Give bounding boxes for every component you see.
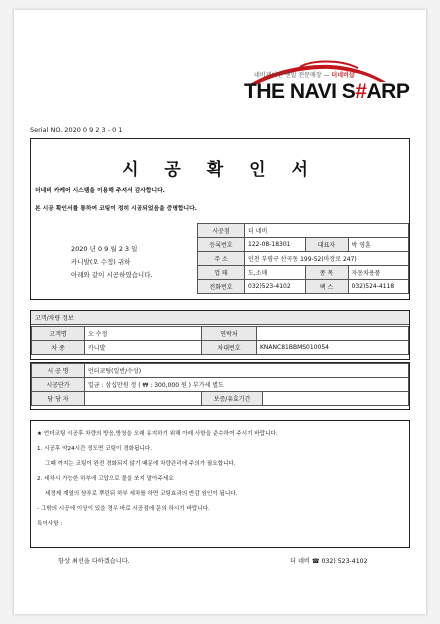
table-row	[198, 252, 409, 266]
customer-name-value: 오 수정	[85, 327, 202, 341]
contact-value	[257, 327, 409, 341]
statement-text: 아래와 같이 시공하였습니다.	[71, 271, 153, 279]
business-type-label: 업 태	[198, 266, 245, 280]
shop-name: 더 네비	[245, 224, 409, 238]
table-row	[32, 378, 409, 392]
price-value: 일금 : 삼십만원 정 ( ₩ : 300,000 원 ) 부가세 별도	[85, 378, 409, 392]
work-table	[31, 363, 409, 406]
date-block	[71, 243, 153, 282]
business-type-value: 도,소매	[245, 266, 306, 280]
table-row	[32, 364, 409, 378]
fax-label: 팩 스	[305, 280, 348, 294]
care-notes	[37, 427, 278, 532]
ceo-label: 대표자	[305, 238, 348, 252]
table-row	[198, 224, 409, 238]
business-item-label: 종 목	[305, 266, 348, 280]
fax-value: 032)524-4118	[348, 280, 409, 294]
table-row	[32, 341, 409, 355]
warranty-label: 보증/유효기간	[202, 392, 263, 406]
work-name-value: 언더코팅(일반/수성)	[85, 364, 409, 378]
vin-value: KNANC81BBMS010054	[257, 341, 409, 355]
notes-box	[30, 420, 410, 548]
issue-date: 2020 년 0 9 월 2 3 일	[71, 245, 138, 253]
contact-label: 연락처	[202, 327, 257, 341]
reg-label: 등록번호	[198, 238, 245, 252]
address-label: 주 소	[198, 252, 245, 266]
ceo-name: 박 영훈	[348, 238, 409, 252]
customer-greeting: 카니발(오 수정) 귀하	[71, 258, 131, 266]
table-row	[198, 238, 409, 252]
warranty-value	[263, 392, 409, 406]
note-line: - 그밖의 시공에 이상이 있을 경우 바로 시공점에 문의 하시기 바랍니다.	[37, 506, 210, 512]
intro-certify: 본 시공 확인서를 통하여 코팅이 정히 시공되었음을 증명합니다.	[35, 206, 197, 212]
customer-section-header: 고객/차량 정보	[31, 311, 409, 325]
note-line: ★ 언더코팅 시공후 차량의 방음,방청을 오래 유지하기 위해 아래 사항을 준수하여 주시기 바랍니다.	[37, 431, 278, 437]
business-item-value: 자동차용품	[348, 266, 409, 280]
shop-label: 시공점	[198, 224, 245, 238]
manager-value	[85, 392, 202, 406]
note-line: 세정제 계열의 샴푸로 뿌린뒤 하부 세차를 하면 코팅효과의 반감 원인이 됩니다.	[45, 491, 238, 497]
manager-label: 담 당 자	[32, 392, 85, 406]
address-value: 인천 부평구 산곡동 199-52(마장로 247)	[245, 252, 409, 266]
header-box	[30, 138, 410, 300]
serial-number: Serial NO. 2020 0 9 2 3 - 0 1	[30, 126, 123, 134]
customer-table	[31, 326, 409, 355]
vehicle-label: 차 종	[32, 341, 85, 355]
customer-name-label: 고객명	[32, 327, 85, 341]
vehicle-value: 카니발	[85, 341, 202, 355]
logo-wordmark: THE NAVI S#ARP	[244, 80, 410, 103]
intro-thanks: 더네비 카케어 시스템을 이용해 주셔서 감사합니다.	[35, 188, 165, 194]
phone-label: 전화번호	[198, 280, 245, 294]
phone-value: 032)523-4102	[245, 280, 306, 294]
price-label: 시공단가	[32, 378, 85, 392]
note-line: 2. 세차시 가능한 하부에 고압으로 물을 쏘지 말아주세요	[37, 476, 174, 482]
logo-tagline: 네비게이션 엔빌 전문매장 — 더네비샵	[254, 72, 355, 79]
table-row	[198, 280, 409, 294]
table-row	[32, 327, 409, 341]
work-name-label: 시 공 명	[32, 364, 85, 378]
table-row	[198, 266, 409, 280]
note-line: 1. 시공후 약24시간 정도면 코팅이 경화됩니다.	[37, 446, 152, 452]
customer-box	[30, 310, 410, 360]
footer-contact: 더 네비 ☎ 032) 523-4102	[290, 558, 368, 565]
note-line: 그때 까지는 코팅이 완전 경화되지 않기 때문에 차량관리에 주의가 필요합니다.	[45, 461, 236, 467]
reg-number: 122-08-18301	[245, 238, 306, 252]
vin-label: 차대번호	[202, 341, 257, 355]
document-title: 시 공 확 인 서	[122, 160, 318, 180]
special-notes-label: 특이사항 :	[37, 521, 63, 527]
shop-info-table	[197, 223, 409, 294]
table-row	[32, 392, 409, 406]
work-box	[30, 362, 410, 410]
footer-motto: 항상 최선을 다하겠습니다.	[58, 558, 130, 565]
brand-logo	[240, 58, 410, 114]
